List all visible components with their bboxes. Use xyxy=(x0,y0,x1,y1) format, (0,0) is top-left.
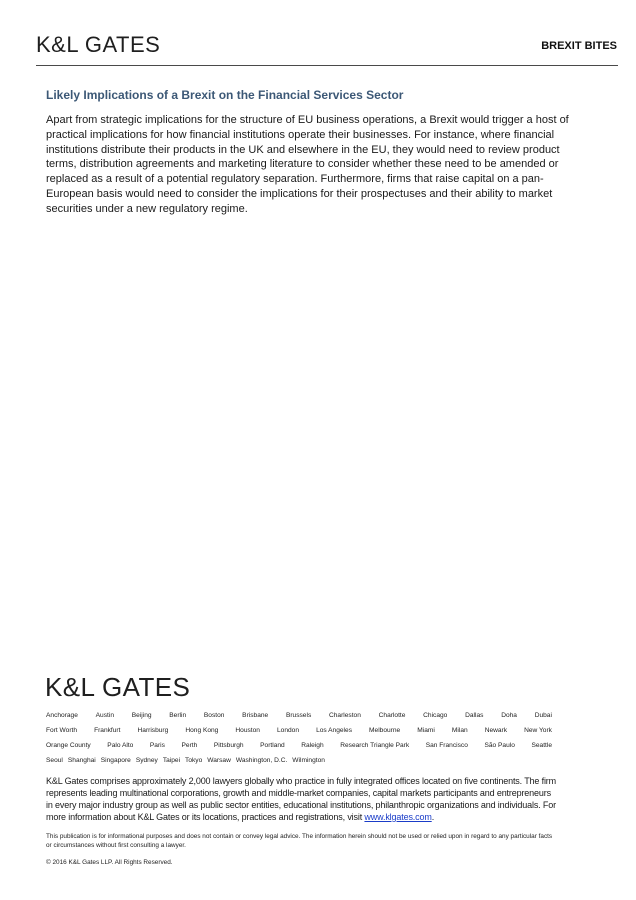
office-location: Frankfurt xyxy=(94,727,121,734)
office-location: Anchorage xyxy=(46,712,78,719)
office-location: Tokyo xyxy=(185,757,203,764)
office-location: Newark xyxy=(484,727,508,734)
office-row-3 xyxy=(46,741,552,756)
office-location: Dubai xyxy=(534,712,552,719)
publication-tag: BREXIT BITES xyxy=(541,40,617,52)
office-location: Seattle xyxy=(531,742,552,749)
office-locations xyxy=(46,711,552,771)
office-location: Los Angeles xyxy=(316,727,352,734)
page-header xyxy=(36,32,618,68)
office-location: Fort Worth xyxy=(46,727,78,734)
office-location: Hong Kong xyxy=(185,727,219,734)
office-location: Brisbane xyxy=(242,712,269,719)
office-location: Austin xyxy=(95,712,114,719)
office-location: London xyxy=(277,727,300,734)
office-location: Miami xyxy=(417,727,435,734)
office-row-2 xyxy=(46,726,552,741)
footer-logo: K&L GATES xyxy=(45,672,191,702)
copyright: © 2016 K&L Gates LLP. All Rights Reserved. xyxy=(46,859,173,866)
office-location: Shanghai xyxy=(67,757,96,764)
office-location: Perth xyxy=(181,742,198,749)
firm-description xyxy=(46,775,556,823)
office-location: Research Triangle Park xyxy=(340,742,410,749)
section-body: Apart from strategic implications for the structure of EU business operations, a Brexit would trigger a host of practical implications for how financial institutions operate their businesses. For instance, where financial institutions distribute their products in the UK and elsewhere in the EU, they would need to review product terms, distribution agreements and marketing literature to consider whether these need to be amended or replaced as a result of a potential regulatory separation. Furthermore, firms that raise capital on a pan-European basis would need to consider the implications for their prospectuses and their ability to market securities under a new regulatory regime. xyxy=(46,114,569,215)
section-title: Likely Implications of a Brexit on the Financial Services Sector xyxy=(46,88,404,102)
office-location: Portland xyxy=(260,742,285,749)
office-location: Boston xyxy=(203,712,225,719)
kl-gates-logo: K&L GATES xyxy=(36,32,161,57)
office-location: Singapore xyxy=(100,757,131,764)
office-location: Pittsburgh xyxy=(213,742,244,749)
office-location: Melbourne xyxy=(369,727,401,734)
about-end: . xyxy=(431,812,435,822)
office-location: Raleigh xyxy=(301,742,324,749)
legal-disclaimer: This publication is for informational purposes and does not contain or convey legal advice. The information herein should not be used or relied upon in regard to any particular facts or circumstances without first consulting a lawyer. xyxy=(46,833,553,849)
office-row-1 xyxy=(46,711,552,726)
office-location: Wilmington xyxy=(292,757,325,764)
office-location: Taipei xyxy=(162,757,181,764)
office-location: San Francisco xyxy=(425,742,468,749)
office-location: Orange County xyxy=(46,742,91,749)
header-divider xyxy=(36,65,618,66)
office-location: Seoul xyxy=(46,757,63,764)
about-text: K&L Gates comprises approximately 2,000 lawyers globally who practice in fully integrated offices located on five continents. The firm represents leading multinational corporations, growth and middle-market companies, capital markets participants and entrepreneurs in every major industry group as well as public sector entities, educational institutions, philanthropic organizations and individuals. For more information about K&L Gates or its locations, practices and registrations, visit xyxy=(46,776,556,822)
office-location: São Paulo xyxy=(484,742,515,749)
office-location: Sydney xyxy=(135,757,158,764)
office-location: Beijing xyxy=(131,712,152,719)
office-location: Charleston xyxy=(329,712,361,719)
office-location: Chicago xyxy=(423,712,448,719)
office-row-4 xyxy=(46,756,552,771)
website-link[interactable]: www.klgates.com xyxy=(364,812,432,822)
office-location: Brussels xyxy=(285,712,312,719)
office-location: Warsaw xyxy=(207,757,231,764)
office-location: Washington, D.C. xyxy=(235,757,288,764)
office-location: New York xyxy=(524,727,552,734)
office-location: Dallas xyxy=(465,712,484,719)
office-location: Paris xyxy=(149,742,165,749)
office-location: Berlin xyxy=(169,712,187,719)
office-location: Palo Alto xyxy=(107,742,134,749)
office-location: Doha xyxy=(501,712,517,719)
office-location: Harrisburg xyxy=(137,727,169,734)
office-location: Houston xyxy=(235,727,260,734)
office-location: Milan xyxy=(451,727,468,734)
office-location: Charlotte xyxy=(378,712,406,719)
